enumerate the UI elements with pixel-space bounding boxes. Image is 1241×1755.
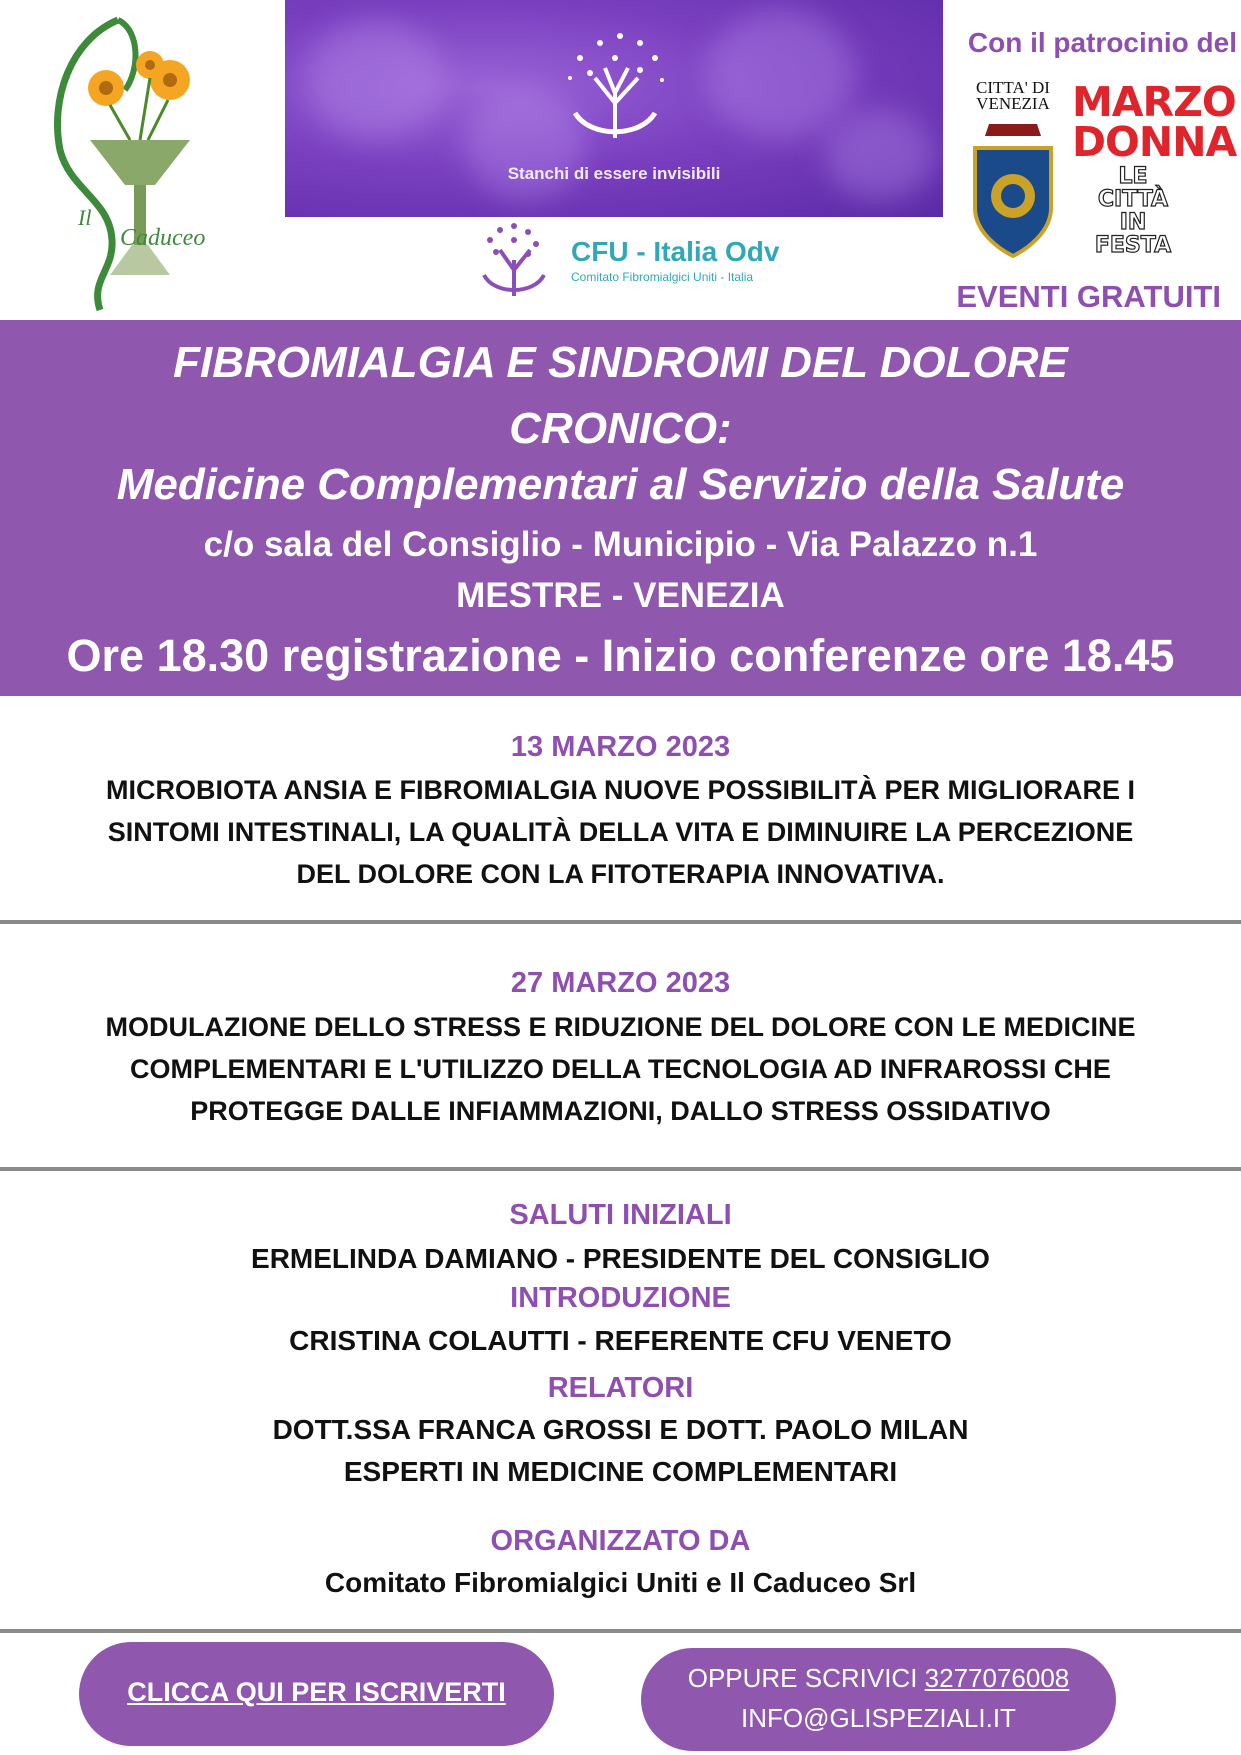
cfu-title: CFU - Italia Odv [571, 236, 780, 267]
banner-image [285, 0, 943, 217]
event-schedule: Ore 18.30 registrazione - Inizio conferenze ore 18.45 [66, 630, 1175, 681]
session-description [0, 1006, 1241, 1132]
intro-value: CRISTINA COLAUTTI - REFERENTE CFU VENETO [289, 1325, 952, 1356]
tree-hands-icon [550, 28, 680, 148]
contact-line-phone [641, 1658, 1116, 1698]
session-line: MODULAZIONE DELLO STRESS E RIDUZIONE DEL DOLORE CON LE MEDICINE [105, 1012, 1136, 1042]
speakers-line: DOTT.SSA FRANCA GROSSI E DOTT. PAOLO MILAN [272, 1414, 969, 1445]
session-line: PROTEGGE DALLE INFIAMMAZIONI, DALLO STRESS OSSIDATIVO [190, 1096, 1051, 1126]
phone-link[interactable]: 3277076008 [924, 1663, 1070, 1693]
free-events-label: EVENTI GRATUITI [956, 279, 1221, 314]
title-band [0, 320, 1241, 696]
contact-button[interactable] [641, 1648, 1116, 1751]
event-title: FIBROMIALGIA E SINDROMI DEL DOLORE CRONICO: [173, 338, 1068, 453]
divider [0, 1167, 1241, 1171]
header [0, 0, 1241, 320]
session-line: DEL DOLORE CON LA FITOTERAPIA INNOVATIVA. [296, 859, 945, 889]
session-date: 27 MARZO 2023 [510, 967, 731, 999]
organizer-value: Comitato Fibromialgici Uniti e Il Caduceo Srl [324, 1567, 917, 1598]
session-line: SINTOMI INTESTINALI, LA QUALITÀ DELLA VITA E DIMINUIRE LA PERCEZIONE [107, 817, 1134, 847]
speakers-line: ESPERTI IN MEDICINE COMPLEMENTARI [343, 1456, 898, 1487]
write-prefix: OPPURE SCRIVICI [687, 1663, 918, 1693]
event-venue: c/o sala del Consiglio - Municipio - Via Palazzo n.1 [203, 525, 1038, 564]
patronage-label: Con il patrocinio del [967, 27, 1237, 58]
citta-in-festa-logo: LE CITTÀ IN FESTA [1094, 164, 1172, 258]
venezia-crest-icon [965, 118, 1061, 258]
register-button[interactable] [79, 1642, 554, 1746]
session-description [0, 769, 1241, 895]
divider [0, 920, 1241, 924]
register-button-label[interactable]: CLICCA QUI PER ISCRIVERTI [127, 1677, 506, 1707]
divider [0, 1629, 1241, 1633]
email-link[interactable]: INFO@GLISPEZIALI.IT [741, 1703, 1016, 1733]
greetings-label: SALUTI INIZIALI [509, 1199, 732, 1231]
cfu-subtitle: Comitato Fibromialgici Uniti - Italia [571, 270, 754, 284]
event-city: MESTRE - VENEZIA [456, 576, 785, 615]
marzo-donna-logo: MARZO DONNA [1072, 78, 1237, 166]
session-line: MICROBIOTA ANSIA E FIBROMIALGIA NUOVE POSSIBILITÀ PER MIGLIORARE I [105, 775, 1136, 805]
caduceo-logo-icon [40, 10, 230, 320]
venezia-text: CITTA' DI VENEZIA [976, 78, 1050, 113]
event-subtitle: Medicine Complementari al Servizio della Salute [116, 460, 1125, 509]
organizer-label: ORGANIZZATO DA [490, 1525, 751, 1557]
speakers-value [0, 1409, 1241, 1493]
session-line: COMPLEMENTARI E L'UTILIZZO DELLA TECNOLOGIA AD INFRAROSSI CHE [130, 1054, 1111, 1084]
session-date: 13 MARZO 2023 [510, 731, 731, 763]
caduceo-logo-name: Caduceo [120, 225, 206, 251]
greetings-value: ERMELINDA DAMIANO - PRESIDENTE DEL CONSIGLIO [251, 1243, 990, 1274]
intro-label: INTRODUZIONE [510, 1282, 731, 1314]
caduceo-logo-il: Il [78, 205, 92, 230]
banner-caption: Stanchi di essere invisibili [507, 164, 721, 183]
speakers-label: RELATORI [547, 1372, 694, 1404]
